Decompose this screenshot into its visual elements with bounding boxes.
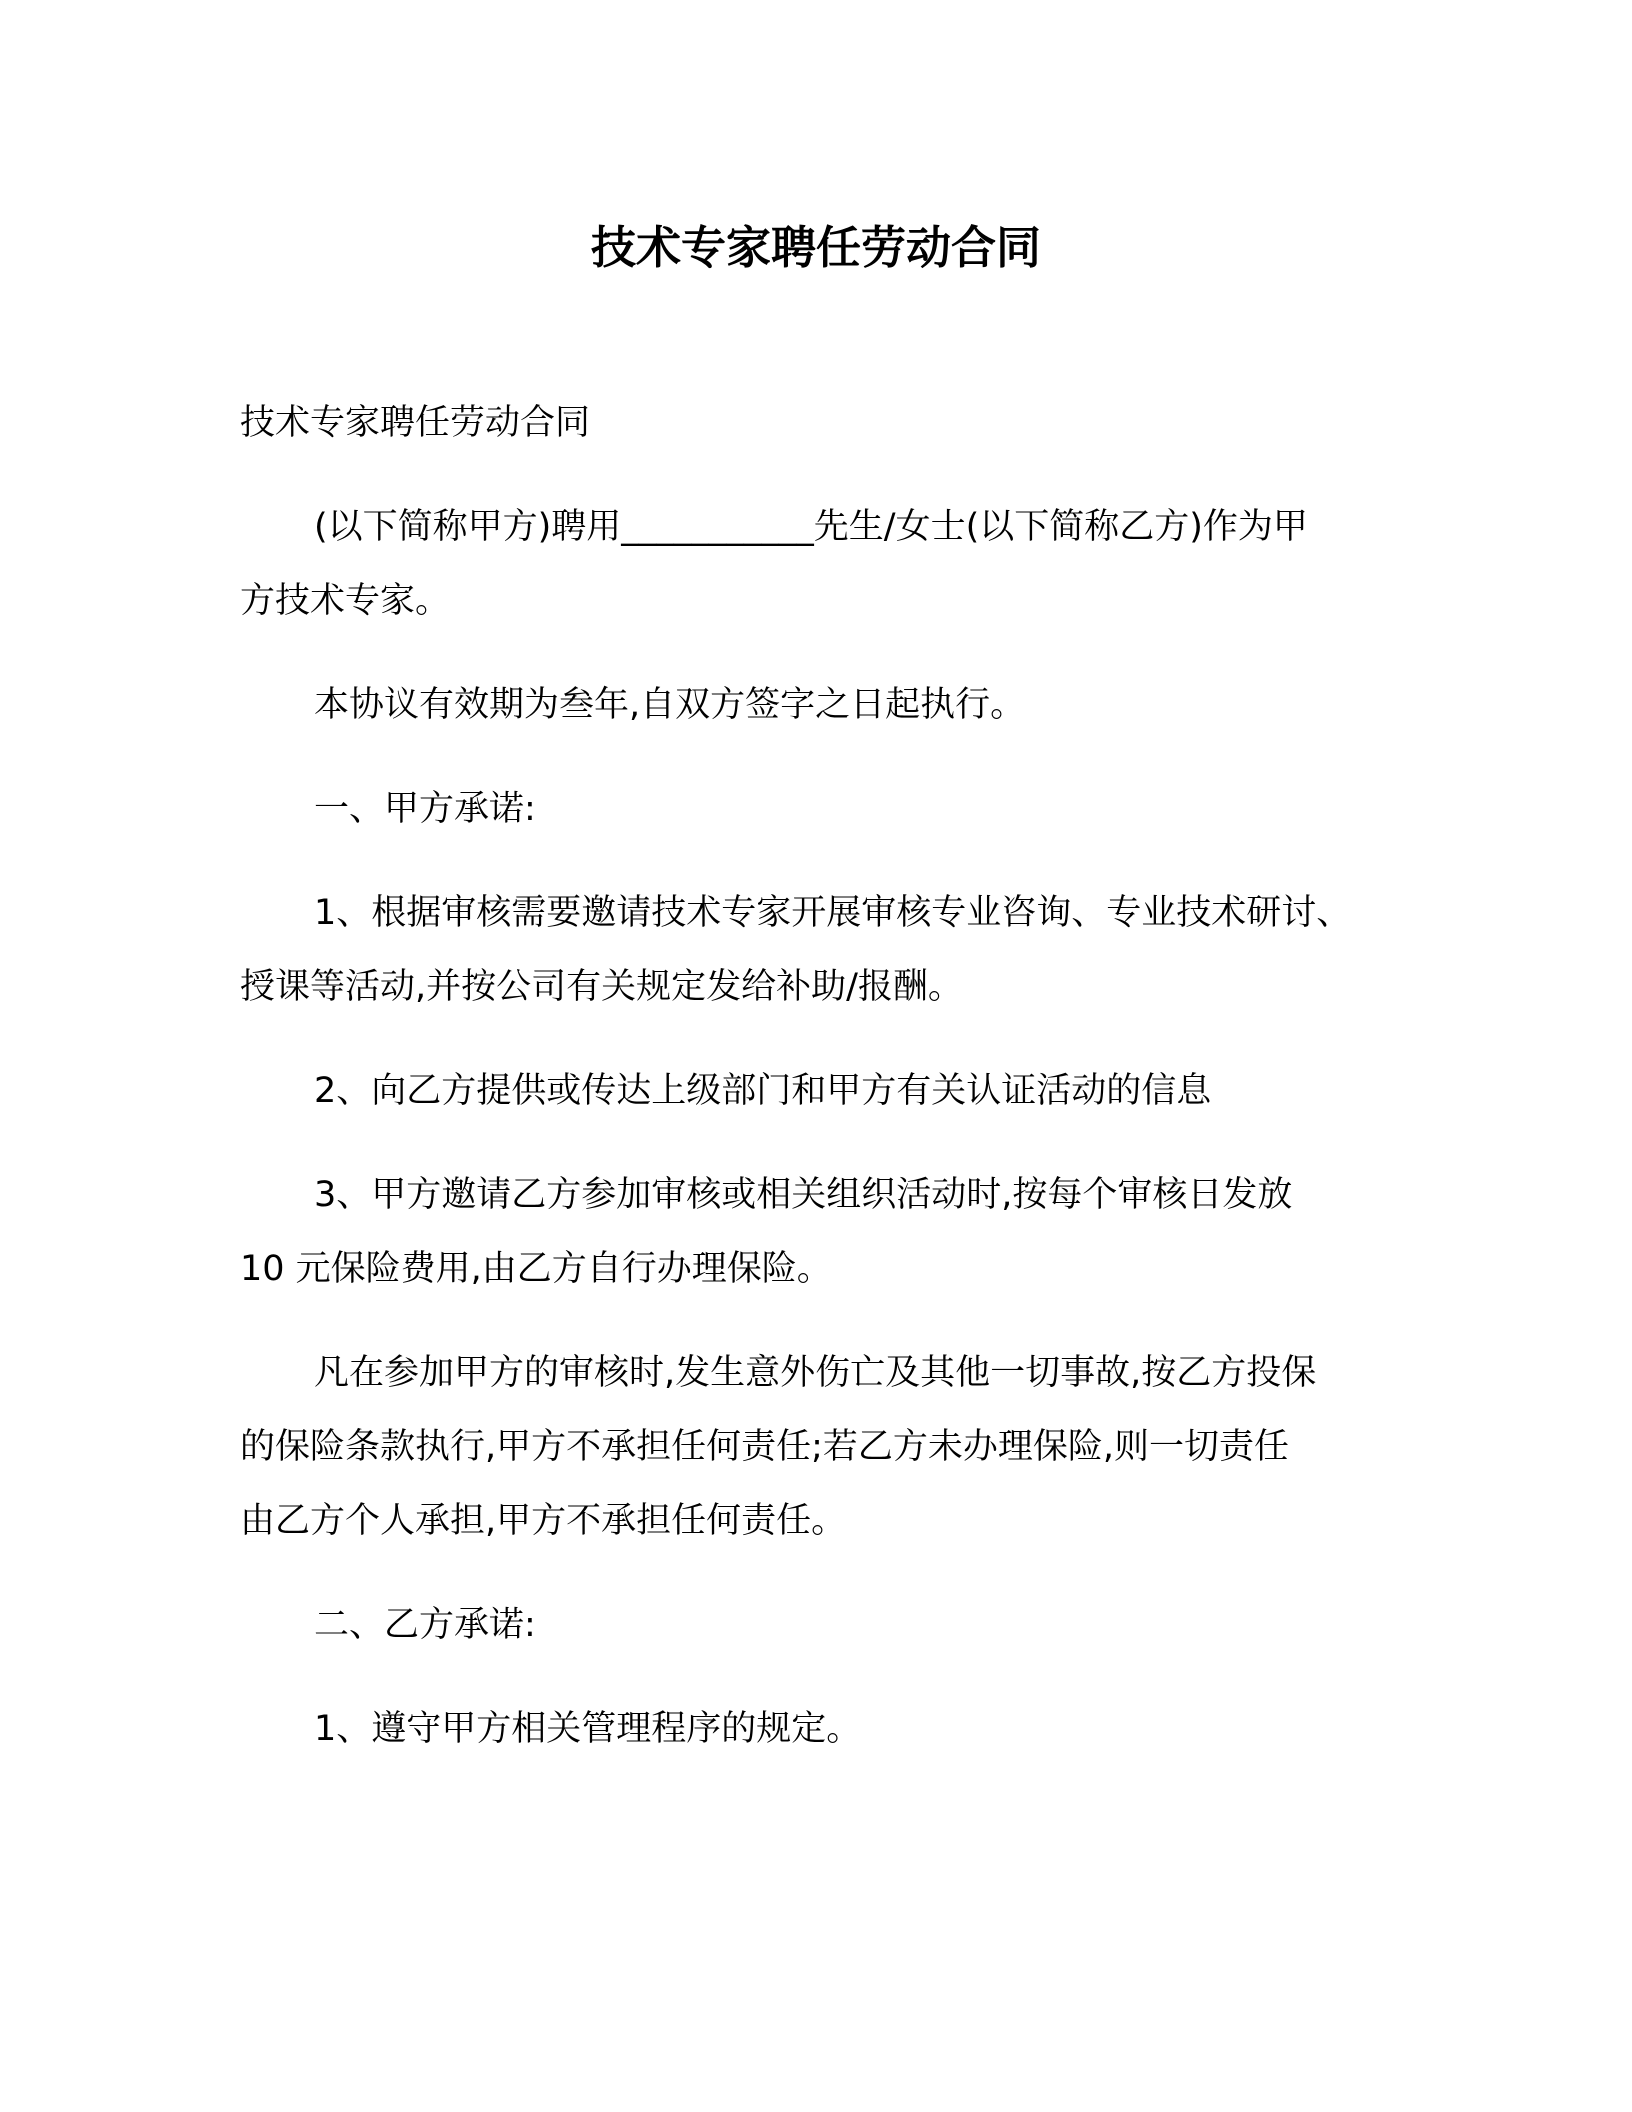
intro-line-2: 方技术专家。 [240, 581, 451, 621]
insurance-para-line-1: 凡在参加甲方的审核时,发生意外伤亡及其他一切事故,按乙方投保 [314, 1353, 1317, 1393]
subtitle-line: 技术专家聘任劳动合同 [240, 403, 591, 443]
section-2-heading: 二、乙方承诺: [314, 1605, 536, 1645]
clause-1-3-line-1: 3、甲方邀请乙方参加审核或相关组织活动时,按每个审核日发放 [314, 1175, 1293, 1215]
insurance-para-line-3: 由乙方个人承担,甲方不承担任何责任。 [240, 1501, 847, 1541]
insurance-para-line-2: 的保险条款执行,甲方不承担任何责任;若乙方未办理保险,则一切责任 [240, 1427, 1290, 1467]
clause-2-1-line: 1、遵守甲方相关管理程序的规定。 [314, 1709, 862, 1749]
clause-1-3-line-2: 10 元保险费用,由乙方自行办理保险。 [240, 1249, 832, 1289]
validity-line: 本协议有效期为叁年,自双方签字之日起执行。 [314, 685, 1026, 725]
document-title: 技术专家聘任劳动合同 [590, 221, 1041, 274]
clause-1-1-line-2: 授课等活动,并按公司有关规定发给补助/报酬。 [240, 967, 963, 1007]
section-1-heading: 一、甲方承诺: [314, 789, 536, 829]
clause-1-2-line: 2、向乙方提供或传达上级部门和甲方有关认证活动的信息 [314, 1071, 1212, 1111]
intro-line-1: (以下简称甲方)聘用___________先生/女士(以下简称乙方)作为甲 [314, 507, 1308, 547]
clause-1-1-line-1: 1、根据审核需要邀请技术专家开展审核专业咨询、专业技术研讨、 [314, 893, 1352, 933]
